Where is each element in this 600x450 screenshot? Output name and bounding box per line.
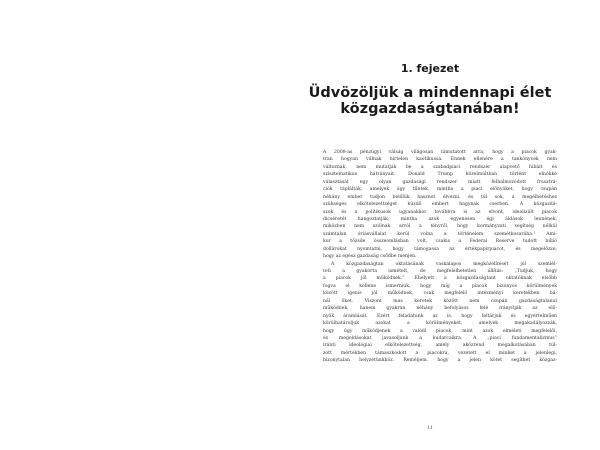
body-line: dicséretét hangoztatják, mintha azok egyenesen égi áldások lennének, (323, 216, 557, 222)
body-line: hogy úgy működjenek a valódi piacok, mint azok elméleti megfelelői, (323, 328, 557, 334)
body-line: számtalan óriásvállalat kerül volna a történelem szemétkosarába.¹ Ami- (323, 231, 557, 237)
body-line: választását egy olyan gazdasági rendszer miatt felhalmozódott frusztrá- (323, 179, 557, 185)
body-line: nyök áramlását. Ezért feladatunk az is, hogy feltárjuk és egyértelműen (323, 313, 557, 319)
body-line: között igenis jól működnek, csak megfelelő intézményi keretekben bá- (323, 291, 557, 297)
body-line: bizonytalan helyzetünkhöz. Reméljem, hogy a jelen kötet segíthet közgaz- (323, 358, 557, 364)
body-line: fogva el kellene ismerniük, hogy míg a piacok bizonyos körülmények (323, 283, 557, 289)
body-line: zott mértékben támaszkodott a piacokra, vezetett el minket a jelenlegi, (323, 350, 557, 356)
body-line: teti a gyakorta ismételt, de megfelelhetetlen állítás: „Tudjuk, hogy (323, 269, 557, 274)
body-text (323, 149, 557, 365)
chapter-title-line-1: Üdvözöljük a mindennapi élet (308, 85, 552, 101)
body-line: szükséges elkötelezettséget küzdő embert hagynak cserben. A közgazdá- (323, 202, 557, 208)
body-line: ciók táplálták, amelyek úgy tűntek, mintha a piaci előnyöket, hogy csupán (323, 187, 557, 193)
body-line: iránti ideológiai elkötelezettség, amely aközrend megalkotásában túl- (323, 343, 557, 349)
chapter-label: 1. fejezet (400, 62, 460, 75)
body-line: nál őket. Viszont mas keretek között nem csupán gazdaságtalanul (323, 298, 557, 304)
chapter-title (300, 85, 560, 117)
body-line: szok és a politikusok ugyanakkor továbbra is az elvont, idealizált piacok (323, 209, 557, 215)
body-line: néhány ember tudjon belőlük hasznot élvezni, és túl sok, a megélhetéshez (323, 194, 557, 200)
chapter-title-line-2: közgazdaságtanában! (340, 101, 520, 117)
body-line: működnek, hanem gyakran néhány befolyásos felé irányítják az elő- (323, 306, 557, 312)
body-line: hogy az egész gazdaság csődbe menjen. (323, 254, 417, 260)
body-line: szisztematikus hátrányait. Donald Trump közelmúltban történt elnökké (323, 172, 557, 178)
body-line: változnak, nem mutatják be a szabadpiaci rendszer alapvető hibáit és (323, 164, 557, 170)
body-line: tran hogyan válnak hirtelen kaotikussá. Ennek ellenére a tankönyvek nem (323, 157, 557, 163)
page-number: 11 (426, 425, 434, 431)
body-line: dollárokat nyomtatni, hogy támogassa az értékpapírpiacot, és megelőzze, (323, 246, 557, 252)
body-line: A közgazdaságtan oktatásának vaskalapos megközelítését jól szemlél- (331, 261, 557, 267)
body-line: A 2008-as pénzügyi válság világosan támutatott arra, hogy a piacok gyak- (323, 150, 557, 155)
body-line: és megoldásokat javasoljunk a kudarcaikra. A „piaci fundamentalizmus” (323, 335, 557, 341)
body-line: körülhatároljuk azokat a körülményeket, amelyek megakadályozzák, (323, 321, 557, 327)
body-line: a piacok jól működnek.” Ehelyett a közgazdaságtant oktatóknak elsőbb (323, 276, 557, 282)
body-line: kor a tőzsde összeomlásban volt, csakis a Federal Reserve tudott billió (323, 239, 557, 245)
body-line: miközben nem szólnak arról a tényről, hogy kormányzati segítség nélkül (323, 224, 557, 230)
